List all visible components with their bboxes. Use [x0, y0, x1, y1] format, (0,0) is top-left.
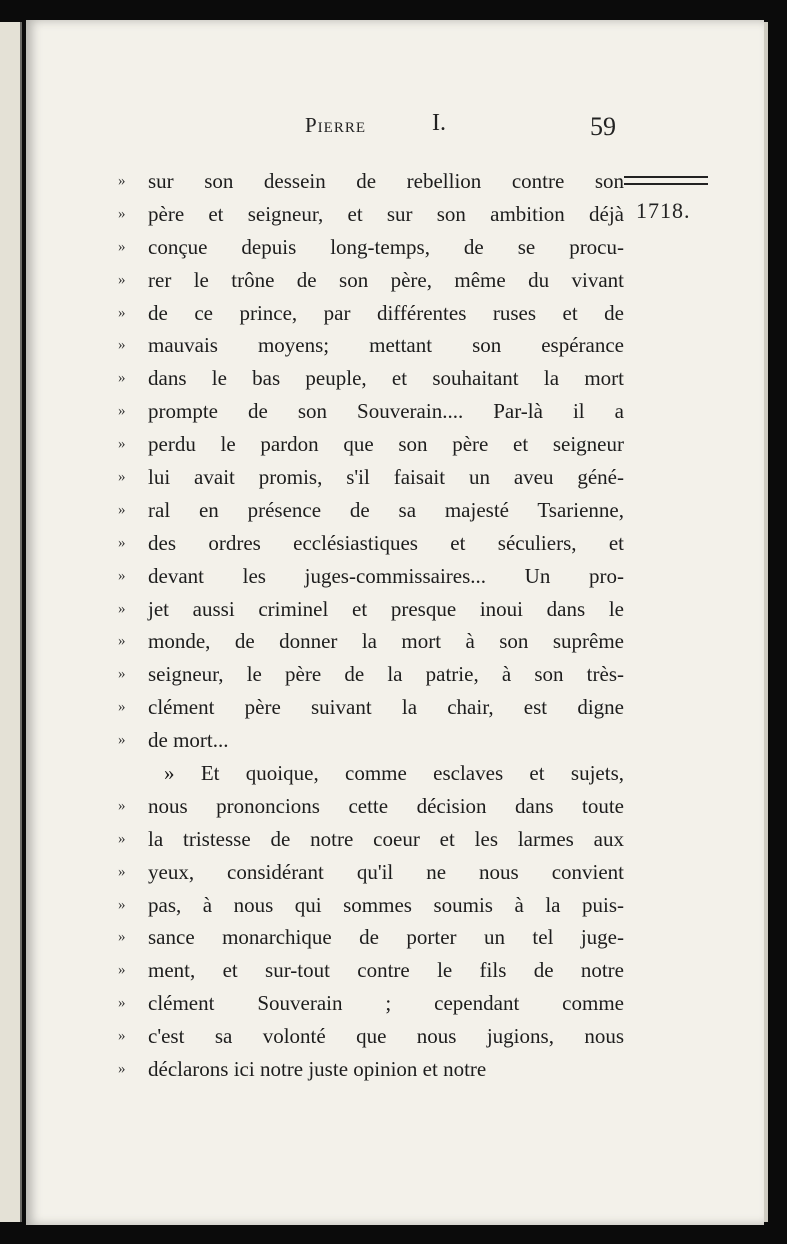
quote-mark: »: [118, 172, 126, 189]
margin-rule-bottom: [624, 183, 708, 185]
quote-mark: »: [118, 699, 126, 716]
running-title: Pierre: [305, 113, 367, 137]
line-text: » Et quoique, comme esclaves et sujets,: [164, 760, 624, 785]
quote-mark: »: [118, 1028, 126, 1045]
text-line: [118, 329, 624, 362]
running-title-roman: I.: [432, 110, 446, 136]
text-line: [118, 494, 624, 527]
text-line: [118, 691, 624, 724]
quote-mark: »: [118, 567, 126, 584]
text-line: [118, 790, 624, 823]
text-line: [118, 625, 624, 658]
text-line: [118, 724, 624, 757]
line-text: mauvais moyens; mettant son espérance: [148, 333, 624, 358]
quote-mark: »: [118, 468, 126, 485]
quote-mark: »: [118, 501, 126, 518]
text-line: [118, 889, 624, 922]
text-line: [118, 560, 624, 593]
quote-mark: »: [118, 436, 126, 453]
line-text: père et seigneur, et sur son ambition déjà: [148, 201, 624, 226]
text-line: [118, 1020, 624, 1053]
text-line: [118, 264, 624, 297]
line-text: pas, à nous qui sommes soumis à la puis-: [148, 892, 624, 917]
line-text: la tristesse de notre coeur et les larmes aux: [148, 826, 624, 851]
quote-mark: »: [118, 962, 126, 979]
text-line: [118, 231, 624, 264]
quote-mark: »: [118, 666, 126, 683]
text-line: [118, 362, 624, 395]
line-text: sur son dessein de rebellion contre son: [148, 168, 624, 193]
line-text: dans le bas peuple, et souhaitant la mort: [148, 366, 624, 391]
text-line: [118, 527, 624, 560]
text-line: [118, 954, 624, 987]
quote-mark: »: [118, 732, 126, 749]
text-line: [118, 987, 624, 1020]
line-text: clément père suivant la chair, est digne: [148, 695, 624, 720]
line-text: de mort...: [148, 728, 229, 753]
text-line: [118, 165, 624, 198]
quote-mark: »: [118, 929, 126, 946]
text-line: [118, 461, 624, 494]
margin-year-note: 1718.: [636, 198, 691, 223]
text-line: [118, 658, 624, 691]
text-line: [118, 757, 624, 790]
text-line: [118, 1053, 624, 1086]
line-text: rer le trône de son père, même du vivant: [148, 267, 624, 292]
quote-mark: »: [118, 633, 126, 650]
line-text: clément Souverain ; cependant comme: [148, 991, 624, 1016]
quote-mark: »: [118, 534, 126, 551]
line-text: prompte de son Souverain.... Par-là il a: [148, 399, 624, 424]
line-text: devant les juges-commissaires... Un pro-: [148, 563, 624, 588]
line-text: sance monarchique de porter un tel juge-: [148, 925, 624, 950]
quote-mark: »: [118, 995, 126, 1012]
line-text: ment, et sur-tout contre le fils de notre: [148, 958, 624, 983]
line-text: conçue depuis long-temps, de se procu-: [148, 234, 624, 259]
line-text: c'est sa volonté que nous jugions, nous: [148, 1024, 624, 1049]
line-text: ral en présence de sa majesté Tsarienne,: [148, 497, 624, 522]
line-text: jet aussi criminel et presque inoui dans le: [148, 596, 624, 621]
quote-mark: »: [118, 600, 126, 617]
quote-mark: »: [118, 370, 126, 387]
quote-mark: »: [118, 238, 126, 255]
line-text: monde, de donner la mort à son suprême: [148, 629, 624, 654]
quote-mark: »: [118, 797, 126, 814]
text-line: [118, 856, 624, 889]
line-text: perdu le pardon que son père et seigneur: [148, 432, 624, 457]
quote-mark: »: [118, 271, 126, 288]
quote-mark: »: [118, 830, 126, 847]
text-line: [118, 593, 624, 626]
line-text: déclarons ici notre juste opinion et notre: [148, 1056, 487, 1081]
line-text: nous prononcions cette décision dans toute: [148, 793, 624, 818]
margin-rule-top: [624, 176, 708, 178]
right-page-edge: [764, 22, 768, 1222]
line-text: yeux, considérant qu'il ne nous convient: [148, 859, 624, 884]
text-line: [118, 921, 624, 954]
page-number: 59: [590, 112, 616, 141]
quote-mark: »: [118, 1060, 126, 1077]
quote-mark: »: [118, 337, 126, 354]
line-text: seigneur, le père de la patrie, à son très-: [148, 662, 624, 687]
text-line: [118, 823, 624, 856]
text-line: [118, 297, 624, 330]
text-line: [118, 395, 624, 428]
quote-mark: »: [118, 205, 126, 222]
quote-mark: »: [118, 896, 126, 913]
line-text: lui avait promis, s'il faisait un aveu géné-: [148, 464, 624, 489]
text-line: [118, 428, 624, 461]
body-text: [118, 165, 624, 1086]
quote-mark: »: [118, 403, 126, 420]
line-text: des ordres ecclésiastiques et séculiers, et: [148, 530, 624, 555]
quote-mark: »: [118, 863, 126, 880]
text-line: [118, 198, 624, 231]
left-page-edge: [0, 22, 22, 1222]
line-text: de ce prince, par différentes ruses et de: [148, 300, 624, 325]
quote-mark: »: [118, 304, 126, 321]
